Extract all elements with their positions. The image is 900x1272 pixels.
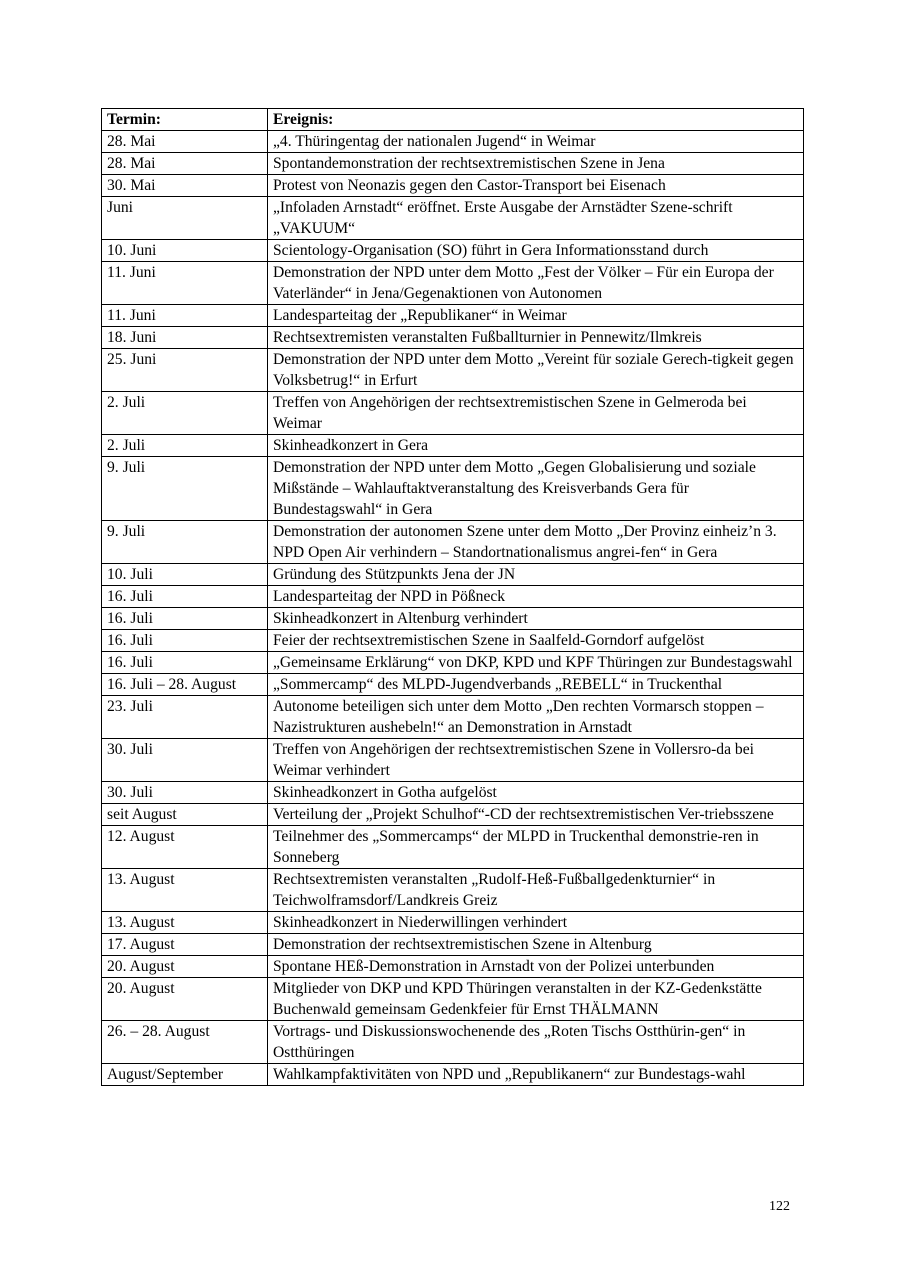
table-row bbox=[102, 782, 804, 804]
event-description-cell: Verteilung der „Projekt Schulhof“-CD der rechtsextremistischen Ver-triebsszene bbox=[268, 804, 804, 826]
event-description-cell: Spontane HEß-Demonstration in Arnstadt von der Polizei unterbunden bbox=[268, 956, 804, 978]
event-description-cell: Gründung des Stützpunkts Jena der JN bbox=[268, 564, 804, 586]
event-description-cell: „4. Thüringentag der nationalen Jugend“ in Weimar bbox=[268, 131, 804, 153]
event-description-cell: Demonstration der NPD unter dem Motto „Vereint für soziale Gerech-tigkeit gegen Volksbetrug!“ in Erfurt bbox=[268, 349, 804, 392]
event-date-cell: Juni bbox=[102, 197, 268, 240]
table-row bbox=[102, 349, 804, 392]
table-row bbox=[102, 608, 804, 630]
table-row bbox=[102, 934, 804, 956]
event-description-cell: „Infoladen Arnstadt“ eröffnet. Erste Ausgabe der Arnstädter Szene-schrift „VAKUUM“ bbox=[268, 197, 804, 240]
column-header-date: Termin: bbox=[102, 109, 268, 131]
event-description-cell: Scientology-Organisation (SO) führt in Gera Informationsstand durch bbox=[268, 240, 804, 262]
table-row bbox=[102, 1064, 804, 1086]
event-date-cell: August/September bbox=[102, 1064, 268, 1086]
event-description-cell: „Gemeinsame Erklärung“ von DKP, KPD und KPF Thüringen zur Bundestagswahl bbox=[268, 652, 804, 674]
events-table-body bbox=[102, 131, 804, 1086]
column-header-event: Ereignis: bbox=[268, 109, 804, 131]
event-description-cell: Autonome beteiligen sich unter dem Motto „Den rechten Vormarsch stoppen – Nazistrukturen aushebeln!“ an Demonstration in Arnstadt bbox=[268, 696, 804, 739]
table-row bbox=[102, 262, 804, 305]
event-date-cell: 10. Juli bbox=[102, 564, 268, 586]
table-row bbox=[102, 869, 804, 912]
table-row bbox=[102, 1021, 804, 1064]
event-date-cell: 9. Juli bbox=[102, 521, 268, 564]
event-date-cell: 28. Mai bbox=[102, 153, 268, 175]
table-row bbox=[102, 392, 804, 435]
event-date-cell: 20. August bbox=[102, 956, 268, 978]
event-description-cell: „Sommercamp“ des MLPD-Jugendverbands „REBELL“ in Truckenthal bbox=[268, 674, 804, 696]
event-date-cell: 17. August bbox=[102, 934, 268, 956]
event-description-cell: Demonstration der NPD unter dem Motto „Fest der Völker – Für ein Europa der Vaterländer“ in Jena/Gegenaktionen von Autonomen bbox=[268, 262, 804, 305]
event-description-cell: Skinheadkonzert in Niederwillingen verhindert bbox=[268, 912, 804, 934]
table-row bbox=[102, 435, 804, 457]
event-date-cell: 2. Juli bbox=[102, 392, 268, 435]
event-description-cell: Landesparteitag der „Republikaner“ in Weimar bbox=[268, 305, 804, 327]
table-row bbox=[102, 674, 804, 696]
table-row bbox=[102, 804, 804, 826]
table-row bbox=[102, 240, 804, 262]
table-row bbox=[102, 153, 804, 175]
event-date-cell: 10. Juni bbox=[102, 240, 268, 262]
table-row bbox=[102, 630, 804, 652]
event-date-cell: 16. Juli bbox=[102, 652, 268, 674]
table-row bbox=[102, 131, 804, 153]
event-description-cell: Rechtsextremisten veranstalten „Rudolf-Heß-Fußballgedenkturnier“ in Teichwolframsdorf/Landkreis Greiz bbox=[268, 869, 804, 912]
event-description-cell: Demonstration der NPD unter dem Motto „Gegen Globalisierung und soziale Mißstände – Wahlauftaktveranstaltung des Kreisverbands Gera für Bundestagswahl“ in Gera bbox=[268, 457, 804, 521]
table-row bbox=[102, 175, 804, 197]
events-table bbox=[101, 108, 804, 1086]
event-description-cell: Landesparteitag der NPD in Pößneck bbox=[268, 586, 804, 608]
table-row bbox=[102, 305, 804, 327]
event-date-cell: 20. August bbox=[102, 978, 268, 1021]
event-date-cell: 25. Juni bbox=[102, 349, 268, 392]
event-description-cell: Rechtsextremisten veranstalten Fußballturnier in Pennewitz/Ilmkreis bbox=[268, 327, 804, 349]
table-row bbox=[102, 696, 804, 739]
event-date-cell: 30. Juli bbox=[102, 739, 268, 782]
table-row bbox=[102, 564, 804, 586]
event-date-cell: 13. August bbox=[102, 912, 268, 934]
event-date-cell: 12. August bbox=[102, 826, 268, 869]
table-row bbox=[102, 912, 804, 934]
event-date-cell: 11. Juni bbox=[102, 305, 268, 327]
event-description-cell: Demonstration der rechtsextremistischen Szene in Altenburg bbox=[268, 934, 804, 956]
page-number: 122 bbox=[769, 1199, 790, 1214]
event-date-cell: 16. Juli bbox=[102, 630, 268, 652]
table-row bbox=[102, 586, 804, 608]
event-description-cell: Skinheadkonzert in Gera bbox=[268, 435, 804, 457]
event-description-cell: Teilnehmer des „Sommercamps“ der MLPD in Truckenthal demonstrie-ren in Sonneberg bbox=[268, 826, 804, 869]
table-row bbox=[102, 197, 804, 240]
event-date-cell: 11. Juni bbox=[102, 262, 268, 305]
event-date-cell: 28. Mai bbox=[102, 131, 268, 153]
event-description-cell: Skinheadkonzert in Gotha aufgelöst bbox=[268, 782, 804, 804]
table-row bbox=[102, 457, 804, 521]
event-date-cell: 9. Juli bbox=[102, 457, 268, 521]
event-description-cell: Skinheadkonzert in Altenburg verhindert bbox=[268, 608, 804, 630]
table-header-row bbox=[102, 109, 804, 131]
event-date-cell: 16. Juli bbox=[102, 608, 268, 630]
event-description-cell: Vortrags- und Diskussionswochenende des „Roten Tischs Ostthürin-gen“ in Ostthüringen bbox=[268, 1021, 804, 1064]
event-description-cell: Protest von Neonazis gegen den Castor-Transport bei Eisenach bbox=[268, 175, 804, 197]
event-description-cell: Spontandemonstration der rechtsextremistischen Szene in Jena bbox=[268, 153, 804, 175]
table-row bbox=[102, 652, 804, 674]
event-date-cell: 30. Mai bbox=[102, 175, 268, 197]
event-description-cell: Wahlkampfaktivitäten von NPD und „Republikanern“ zur Bundestags-wahl bbox=[268, 1064, 804, 1086]
event-date-cell: 16. Juli – 28. August bbox=[102, 674, 268, 696]
event-date-cell: 18. Juni bbox=[102, 327, 268, 349]
event-date-cell: 26. – 28. August bbox=[102, 1021, 268, 1064]
event-date-cell: 2. Juli bbox=[102, 435, 268, 457]
event-date-cell: 16. Juli bbox=[102, 586, 268, 608]
event-date-cell: 13. August bbox=[102, 869, 268, 912]
event-description-cell: Feier der rechtsextremistischen Szene in Saalfeld-Gorndorf aufgelöst bbox=[268, 630, 804, 652]
event-date-cell: 23. Juli bbox=[102, 696, 268, 739]
table-row bbox=[102, 826, 804, 869]
table-row bbox=[102, 978, 804, 1021]
event-description-cell: Treffen von Angehörigen der rechtsextremistischen Szene in Vollersro-da bei Weimar verhindert bbox=[268, 739, 804, 782]
event-date-cell: 30. Juli bbox=[102, 782, 268, 804]
event-description-cell: Mitglieder von DKP und KPD Thüringen veranstalten in der KZ-Gedenkstätte Buchenwald gemeinsam Gedenkfeier für Ernst THÄLMANN bbox=[268, 978, 804, 1021]
table-row bbox=[102, 327, 804, 349]
event-date-cell: seit August bbox=[102, 804, 268, 826]
table-row bbox=[102, 956, 804, 978]
table-row bbox=[102, 739, 804, 782]
event-description-cell: Demonstration der autonomen Szene unter dem Motto „Der Provinz einheiz’n 3. NPD Open Air verhindern – Standortnationalismus angrei-fen“ in Gera bbox=[268, 521, 804, 564]
table-row bbox=[102, 521, 804, 564]
event-description-cell: Treffen von Angehörigen der rechtsextremistischen Szene in Gelmeroda bei Weimar bbox=[268, 392, 804, 435]
